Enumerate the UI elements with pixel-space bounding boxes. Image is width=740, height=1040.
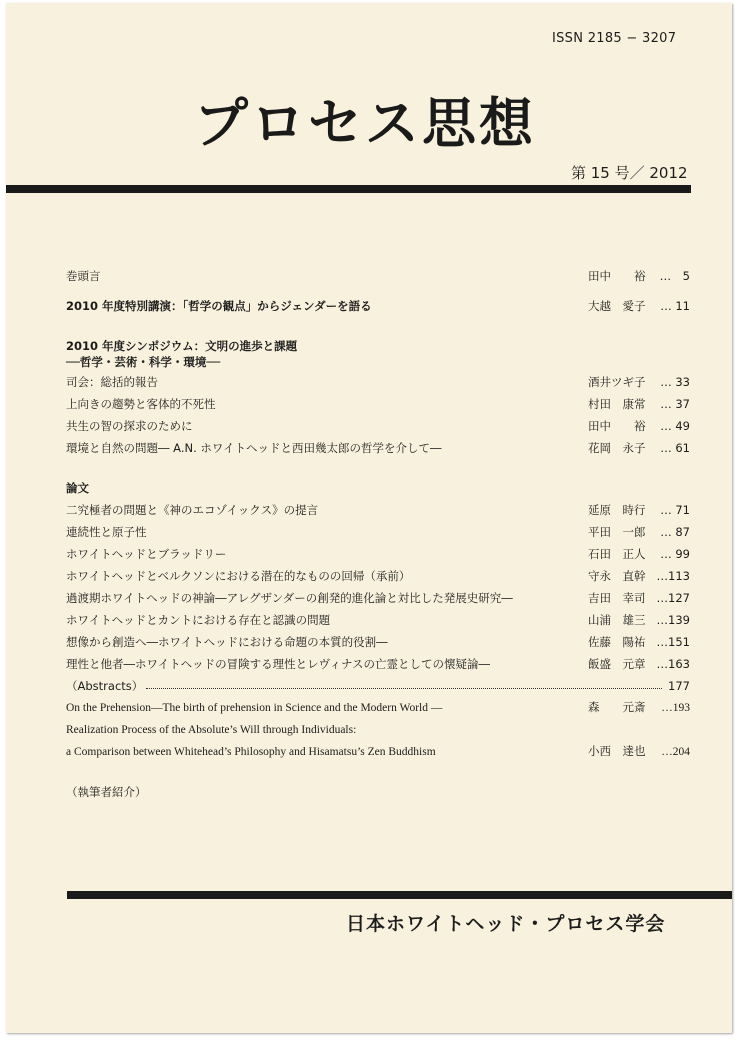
toc-entry-page: … 99 [660,547,690,561]
toc-entry [66,545,690,563]
abstracts-entry [66,677,690,695]
toc-entry [66,567,690,585]
toc-entry-page: …113 [656,569,690,583]
abstracts-page: 177 [668,679,690,693]
toc-entry [66,611,690,629]
section-subheading [66,353,690,371]
toc-entry-page: … 87 [660,525,690,539]
toc-entry-page: …127 [656,591,690,605]
toc-entry-author: 小西 達也 [588,746,646,758]
contributors-entry [66,783,690,801]
toc-entry-page: …204 [661,746,690,758]
articles-heading: 論文 [66,481,89,495]
toc-entry-title: ホワイトヘッドとベルクソンにおける潜在的なものの回帰（承前） [66,569,411,583]
toc-entry-author: 山浦 雄三 [588,613,646,627]
toc-entry [66,721,690,739]
toc-entry-title: 過渡期ホワイトヘッドの神論―アレグザンダーの創発的進化論と対比した発展史研究― [66,591,513,605]
toc-entry-title: 環境と自然の問題― A.N. ホワイトヘッドと西田幾太郎の哲学を介して― [66,441,442,455]
section-heading [66,479,690,497]
issn: ISSN 2185 − 3207 [552,31,677,46]
toc-entry-title: 司会：総括的報告 [66,375,158,389]
toc-entry-author: 石田 正人 [588,547,646,561]
toc-entry-title: a Comparison between Whitehead’s Philosophy and Hisamatsu’s Zen Buddhism [66,746,436,758]
toc-entry-page: …139 [656,613,690,627]
toc-entry [66,699,690,717]
toc-entry-author: 佐藤 陽祐 [588,635,646,649]
toc-entry-author: 延原 時行 [588,503,646,517]
symposium-subheading: ──哲学・芸術・科学・環境── [66,355,221,369]
toc-entry-title: ホワイトヘッドとブラッドリー [66,547,227,561]
toc-entry [66,655,690,673]
toc-entry-page: …193 [661,702,690,714]
toc-entry [66,417,690,435]
toc-entry [66,633,690,651]
toc-entry-page: …151 [656,635,690,649]
toc-entry-author: 田中 裕 [588,269,646,283]
toc-entry-author: 吉田 幸司 [588,591,646,605]
toc-entry-author: 大越 愛子 [588,299,646,313]
toc-entry-page: … 33 [660,375,690,389]
toc-entry [66,267,690,285]
toc-entry-title: ホワイトヘッドとカントにおける存在と認識の問題 [66,613,331,627]
toc-entry-author: 田中 裕 [588,419,646,433]
toc-entry-page: … 71 [660,503,690,517]
journal-title: プロセス思想 [194,91,536,155]
toc-entry-author: 花岡 永子 [588,441,646,455]
bottom-rule [67,891,732,899]
toc-entry-title: 巻頭言 [66,269,101,283]
toc-entry-title: 想像から創造へ―ホワイトヘッドにおける命題の本質的役割― [66,635,388,649]
abstracts-label: （Abstracts） [66,679,144,693]
toc-entry [66,439,690,457]
toc-entry-author: 酒井ツギ子 [588,375,646,389]
toc-entry-title: Realization Process of the Absolute’s Will through Individuals: [66,724,357,736]
toc-entry [66,373,690,391]
toc-entry-page: … 11 [660,299,690,313]
toc-entry-author: 平田 一郎 [588,525,646,539]
toc-entry-title: 2010 年度特別講演：「哲学の観点」からジェンダーを語る [66,299,372,313]
toc-entry-title: 二究極者の問題と《神のエコゾイックス》の提言 [66,503,319,517]
toc-entry-page: … 5 [659,269,690,283]
contributors-label: （執筆者紹介） [66,785,147,799]
journal-cover [6,3,732,1033]
issue-number: 第 15 号／ 2012 [571,164,688,182]
toc-entry [66,743,690,761]
toc-entry [66,523,690,541]
toc-entry-author: 飯盛 元章 [588,657,646,671]
toc-entry-page: … 37 [660,397,690,411]
toc-entry [66,297,690,315]
publisher-name: 日本ホワイトヘッド・プロセス学会 [346,913,666,935]
symposium-heading: 2010 年度シンポジウム：文明の進歩と課題 [66,339,298,353]
toc-entry-author: 森 元斎 [588,702,646,714]
toc-entry [66,589,690,607]
toc-entry [66,501,690,519]
toc-entry-page: … 49 [660,419,690,433]
toc-entry-title: 連続性と原子性 [66,525,147,539]
toc-entry-page: …163 [656,657,690,671]
toc-entry-page: … 61 [660,441,690,455]
toc-entry-author: 村田 康常 [588,397,646,411]
toc-entry-author: 守永 直幹 [588,569,646,583]
top-rule [6,185,691,193]
toc-entry-title: On the Prehension—The birth of prehension in Science and the Modern World — [66,702,443,714]
dot-leader [146,688,662,689]
toc-entry-title: 上向きの趨勢と客体的不死性 [66,397,216,411]
toc-entry-title: 共生の智の探求のために [66,419,193,433]
toc-entry-title: 理性と他者―ホワイトヘッドの冒険する理性とレヴィナスの亡霊としての懐疑論― [66,657,491,671]
toc-entry [66,395,690,413]
